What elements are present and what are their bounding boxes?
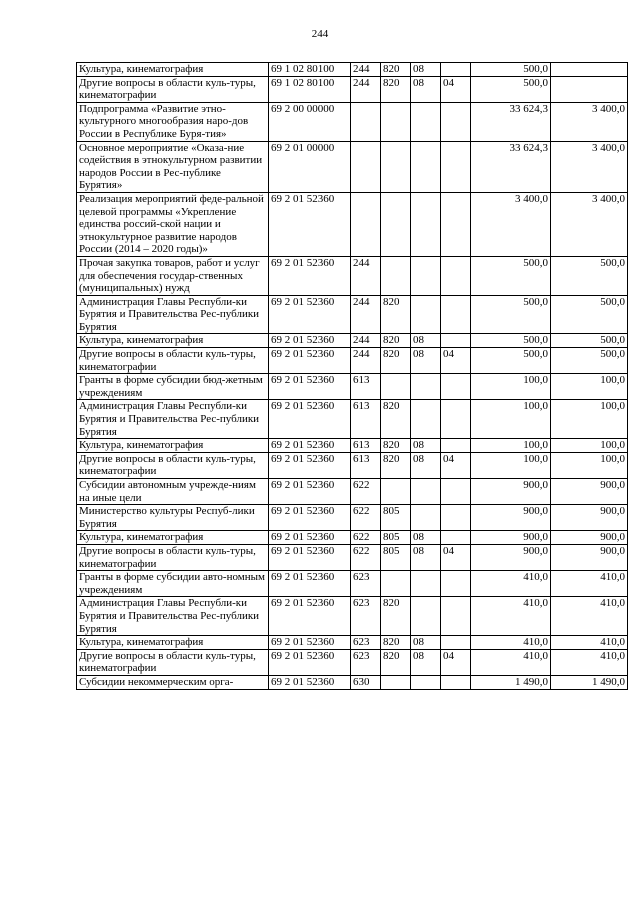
section-code: 08: [411, 531, 441, 545]
table-row: [77, 544, 628, 570]
subsection-code: [441, 636, 471, 650]
ministry-code: 820: [381, 295, 411, 334]
section-code: 08: [411, 63, 441, 77]
section-code: [411, 295, 441, 334]
subsection-code: [441, 256, 471, 295]
budget-table: [76, 62, 628, 690]
subsection-code: [441, 439, 471, 453]
amount-1: 410,0: [471, 597, 551, 636]
amount-2: 410,0: [551, 649, 628, 675]
item-name: Другие вопросы в области куль-туры, кинематографии: [77, 544, 269, 570]
expense-type-code: [351, 102, 381, 141]
section-code: [411, 597, 441, 636]
expense-type-code: 622: [351, 479, 381, 505]
amount-2: 3 400,0: [551, 102, 628, 141]
amount-1: 500,0: [471, 334, 551, 348]
table-row: [77, 348, 628, 374]
amount-2: 100,0: [551, 452, 628, 478]
ministry-code: 820: [381, 334, 411, 348]
target-article-code: 69 2 01 52360: [269, 636, 351, 650]
subsection-code: [441, 102, 471, 141]
amount-2: 900,0: [551, 505, 628, 531]
expense-type-code: 244: [351, 256, 381, 295]
section-code: 08: [411, 76, 441, 102]
amount-2: 410,0: [551, 571, 628, 597]
amount-1: 100,0: [471, 439, 551, 453]
target-article-code: 69 2 01 52360: [269, 400, 351, 439]
ministry-code: [381, 571, 411, 597]
section-code: [411, 400, 441, 439]
target-article-code: 69 2 01 52360: [269, 649, 351, 675]
target-article-code: 69 2 01 52360: [269, 439, 351, 453]
amount-1: 900,0: [471, 531, 551, 545]
subsection-code: 04: [441, 76, 471, 102]
table-row: [77, 141, 628, 192]
target-article-code: 69 2 01 52360: [269, 295, 351, 334]
target-article-code: 69 2 01 52360: [269, 571, 351, 597]
table-row: [77, 452, 628, 478]
ministry-code: 820: [381, 439, 411, 453]
target-article-code: 69 2 01 52360: [269, 531, 351, 545]
subsection-code: [441, 479, 471, 505]
amount-1: 100,0: [471, 452, 551, 478]
target-article-code: 69 2 01 52360: [269, 348, 351, 374]
ministry-code: [381, 102, 411, 141]
item-name: Администрация Главы Республи-ки Бурятия и Правительства Рес-публики Бурятия: [77, 597, 269, 636]
ministry-code: 805: [381, 531, 411, 545]
item-name: Другие вопросы в области куль-туры, кинематографии: [77, 76, 269, 102]
amount-2: 410,0: [551, 597, 628, 636]
page-number: 244: [311, 28, 329, 40]
section-code: 08: [411, 348, 441, 374]
ministry-code: 820: [381, 348, 411, 374]
item-name: Министерство культуры Респуб-лики Бурятия: [77, 505, 269, 531]
amount-2: 100,0: [551, 439, 628, 453]
section-code: [411, 192, 441, 256]
target-article-code: 69 2 01 52360: [269, 597, 351, 636]
ministry-code: [381, 141, 411, 192]
expense-type-code: 613: [351, 400, 381, 439]
target-article-code: 69 2 01 52360: [269, 256, 351, 295]
table-row: [77, 505, 628, 531]
table-row: [77, 597, 628, 636]
ministry-code: 820: [381, 63, 411, 77]
expense-type-code: 613: [351, 374, 381, 400]
subsection-code: [441, 571, 471, 597]
target-article-code: 69 2 01 52360: [269, 374, 351, 400]
ministry-code: 820: [381, 649, 411, 675]
amount-1: 500,0: [471, 348, 551, 374]
item-name: Культура, кинематография: [77, 439, 269, 453]
item-name: Другие вопросы в области куль-туры, кинематографии: [77, 348, 269, 374]
target-article-code: 69 2 01 00000: [269, 141, 351, 192]
table-row: [77, 374, 628, 400]
expense-type-code: 244: [351, 295, 381, 334]
table-row: [77, 571, 628, 597]
amount-2: [551, 63, 628, 77]
section-code: 08: [411, 452, 441, 478]
item-name: Прочая закупка товаров, работ и услуг для обеспечения государ-ственных (муниципальных) нужд: [77, 256, 269, 295]
item-name: Культура, кинематография: [77, 63, 269, 77]
amount-1: 500,0: [471, 76, 551, 102]
ministry-code: 805: [381, 505, 411, 531]
target-article-code: 69 2 00 00000: [269, 102, 351, 141]
expense-type-code: 613: [351, 452, 381, 478]
amount-1: 500,0: [471, 256, 551, 295]
subsection-code: [441, 400, 471, 439]
item-name: Субсидии автономным учрежде-ниям на иные цели: [77, 479, 269, 505]
section-code: 08: [411, 544, 441, 570]
ministry-code: [381, 374, 411, 400]
amount-2: 100,0: [551, 374, 628, 400]
ministry-code: 820: [381, 76, 411, 102]
subsection-code: [441, 374, 471, 400]
table-body: [77, 63, 628, 690]
ministry-code: 820: [381, 452, 411, 478]
subsection-code: [441, 334, 471, 348]
amount-1: 33 624,3: [471, 102, 551, 141]
target-article-code: 69 2 01 52360: [269, 479, 351, 505]
amount-2: 100,0: [551, 400, 628, 439]
expense-type-code: 613: [351, 439, 381, 453]
expense-type-code: 622: [351, 531, 381, 545]
section-code: 08: [411, 636, 441, 650]
amount-1: 1 490,0: [471, 675, 551, 689]
expense-type-code: 244: [351, 63, 381, 77]
ministry-code: 820: [381, 400, 411, 439]
table-row: [77, 531, 628, 545]
amount-1: 410,0: [471, 649, 551, 675]
item-name: Администрация Главы Республи-ки Бурятия и Правительства Рес-публики Бурятия: [77, 400, 269, 439]
amount-2: [551, 76, 628, 102]
amount-2: 900,0: [551, 531, 628, 545]
expense-type-code: 244: [351, 348, 381, 374]
table-row: [77, 334, 628, 348]
item-name: Подпрограмма «Развитие этно-культурного многообразия наро-дов России в Республике Буря-тия»: [77, 102, 269, 141]
amount-1: 100,0: [471, 400, 551, 439]
amount-2: 500,0: [551, 256, 628, 295]
amount-2: 3 400,0: [551, 141, 628, 192]
amount-1: 410,0: [471, 571, 551, 597]
table-row: [77, 649, 628, 675]
amount-1: 100,0: [471, 374, 551, 400]
amount-1: 900,0: [471, 544, 551, 570]
target-article-code: 69 2 01 52360: [269, 505, 351, 531]
amount-1: 33 624,3: [471, 141, 551, 192]
expense-type-code: [351, 141, 381, 192]
table-row: [77, 102, 628, 141]
target-article-code: 69 2 01 52360: [269, 675, 351, 689]
amount-2: 900,0: [551, 479, 628, 505]
amount-1: 900,0: [471, 479, 551, 505]
item-name: Субсидии некоммерческим орга-: [77, 675, 269, 689]
amount-1: 410,0: [471, 636, 551, 650]
subsection-code: 04: [441, 544, 471, 570]
item-name: Гранты в форме субсидии бюд-жетным учреждениям: [77, 374, 269, 400]
subsection-code: [441, 295, 471, 334]
subsection-code: [441, 63, 471, 77]
amount-1: 500,0: [471, 63, 551, 77]
item-name: Другие вопросы в области куль-туры, кинематографии: [77, 649, 269, 675]
section-code: [411, 374, 441, 400]
amount-2: 1 490,0: [551, 675, 628, 689]
expense-type-code: 623: [351, 597, 381, 636]
expense-type-code: 623: [351, 571, 381, 597]
expense-type-code: 244: [351, 76, 381, 102]
ministry-code: 805: [381, 544, 411, 570]
table-row: [77, 295, 628, 334]
item-name: Другие вопросы в области куль-туры, кинематографии: [77, 452, 269, 478]
section-code: [411, 141, 441, 192]
section-code: [411, 102, 441, 141]
expense-type-code: 622: [351, 505, 381, 531]
section-code: [411, 479, 441, 505]
subsection-code: [441, 505, 471, 531]
ministry-code: [381, 675, 411, 689]
subsection-code: 04: [441, 348, 471, 374]
subsection-code: 04: [441, 649, 471, 675]
ministry-code: [381, 192, 411, 256]
target-article-code: 69 1 02 80100: [269, 63, 351, 77]
amount-2: 410,0: [551, 636, 628, 650]
item-name: Гранты в форме субсидии авто-номным учреждениям: [77, 571, 269, 597]
subsection-code: [441, 597, 471, 636]
subsection-code: [441, 531, 471, 545]
table-row: [77, 439, 628, 453]
amount-1: 500,0: [471, 295, 551, 334]
target-article-code: 69 2 01 52360: [269, 192, 351, 256]
ministry-code: 820: [381, 636, 411, 650]
item-name: Администрация Главы Республи-ки Бурятия и Правительства Рес-публики Бурятия: [77, 295, 269, 334]
amount-2: 3 400,0: [551, 192, 628, 256]
amount-2: 500,0: [551, 295, 628, 334]
section-code: [411, 256, 441, 295]
target-article-code: 69 2 01 52360: [269, 544, 351, 570]
item-name: Культура, кинематография: [77, 334, 269, 348]
target-article-code: 69 2 01 52360: [269, 334, 351, 348]
item-name: Культура, кинематография: [77, 636, 269, 650]
section-code: 08: [411, 439, 441, 453]
ministry-code: [381, 256, 411, 295]
table-row: [77, 63, 628, 77]
amount-2: 500,0: [551, 348, 628, 374]
section-code: [411, 571, 441, 597]
expense-type-code: 630: [351, 675, 381, 689]
target-article-code: 69 1 02 80100: [269, 76, 351, 102]
subsection-code: [441, 675, 471, 689]
item-name: Культура, кинематография: [77, 531, 269, 545]
amount-1: 900,0: [471, 505, 551, 531]
table-row: [77, 192, 628, 256]
section-code: [411, 675, 441, 689]
subsection-code: [441, 192, 471, 256]
item-name: Реализация мероприятий феде-ральной целевой программы «Укрепление единства россий-ской нации и этнокультурное развитие народов России (2014 – 2020 годы)»: [77, 192, 269, 256]
table-row: [77, 479, 628, 505]
section-code: 08: [411, 649, 441, 675]
amount-2: 500,0: [551, 334, 628, 348]
subsection-code: 04: [441, 452, 471, 478]
amount-2: 900,0: [551, 544, 628, 570]
section-code: 08: [411, 334, 441, 348]
expense-type-code: 623: [351, 649, 381, 675]
expense-type-code: 244: [351, 334, 381, 348]
amount-1: 3 400,0: [471, 192, 551, 256]
subsection-code: [441, 141, 471, 192]
item-name: Основное мероприятие «Оказа-ние содействия в этнокультурном развитии народов России в Рес-публике Бурятия»: [77, 141, 269, 192]
table-row: [77, 675, 628, 689]
target-article-code: 69 2 01 52360: [269, 452, 351, 478]
table-row: [77, 636, 628, 650]
expense-type-code: 623: [351, 636, 381, 650]
ministry-code: [381, 479, 411, 505]
expense-type-code: [351, 192, 381, 256]
ministry-code: 820: [381, 597, 411, 636]
table-row: [77, 256, 628, 295]
table-row: [77, 400, 628, 439]
table-row: [77, 76, 628, 102]
expense-type-code: 622: [351, 544, 381, 570]
section-code: [411, 505, 441, 531]
